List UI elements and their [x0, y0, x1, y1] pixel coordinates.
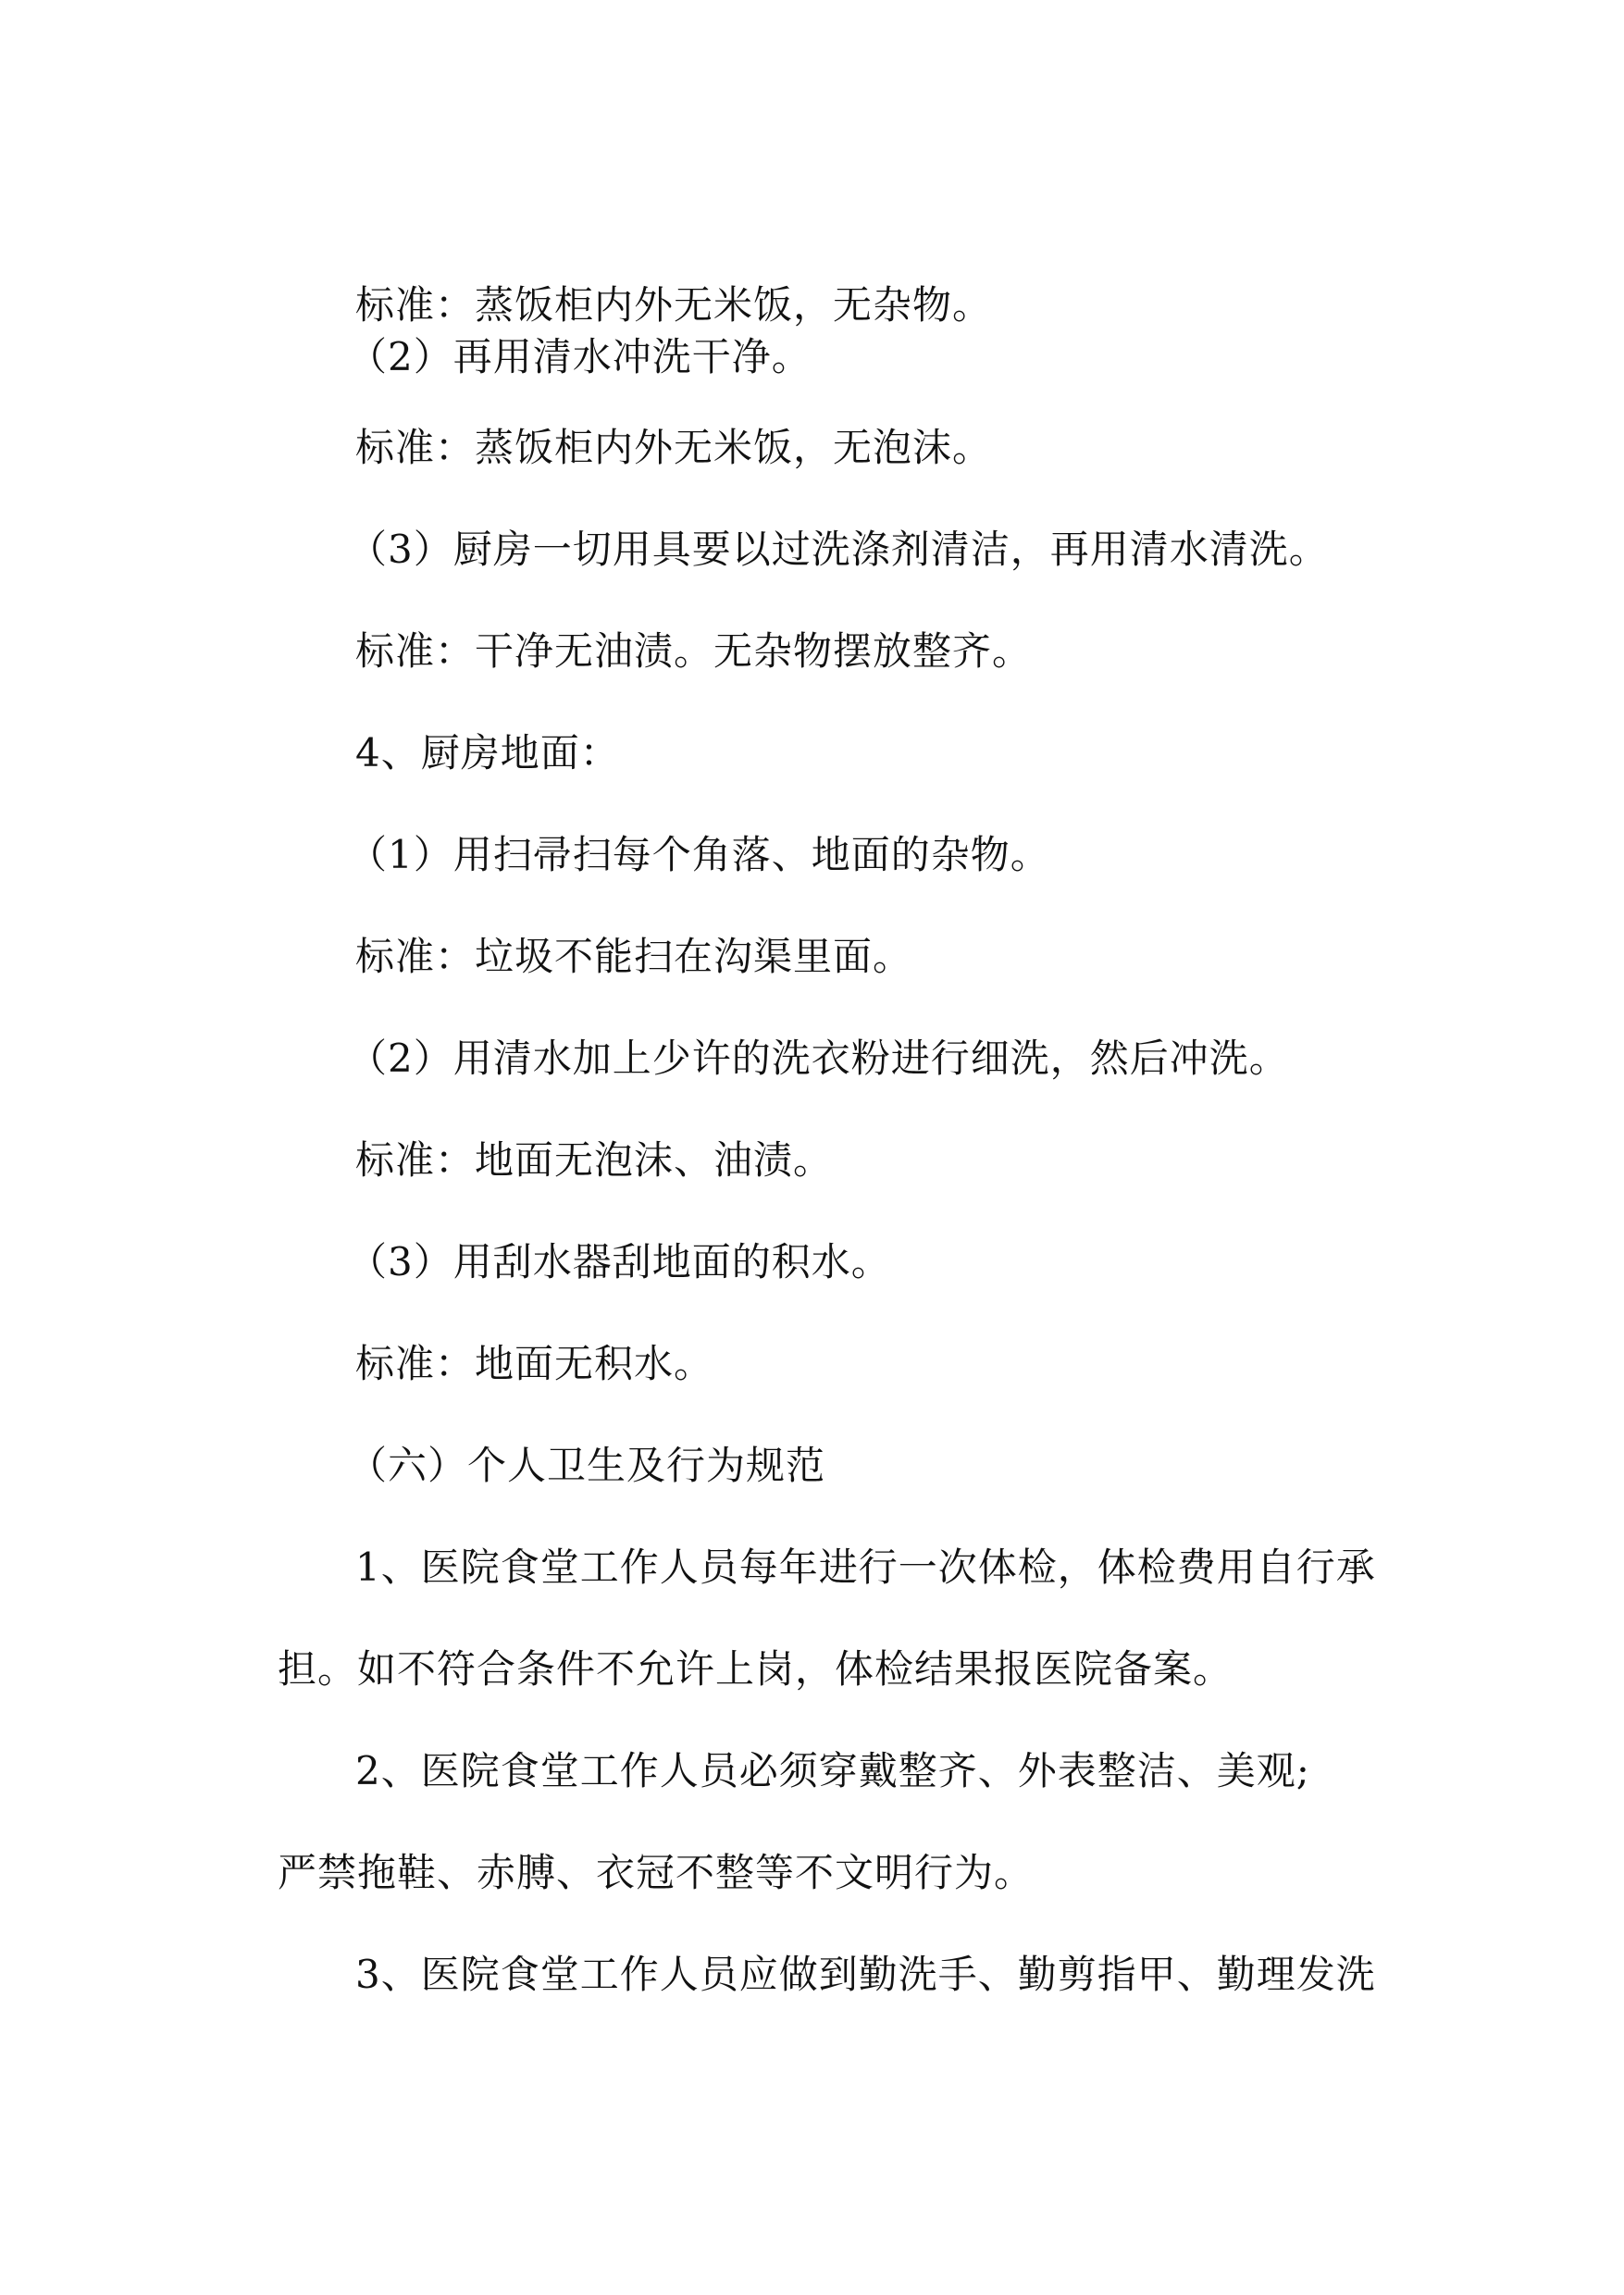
paragraph-line: 2、医院食堂工作人员必须穿戴整齐、外表整洁、美观; [355, 1748, 1310, 1793]
paragraph-line: 担。如不符合条件不允许上岗，体检结果报医院备案。 [278, 1646, 1233, 1692]
step-line: （3）厨房一切用具要以过洗涤剂清洁，再用清水清洗。 [348, 527, 1329, 572]
paragraph-line: 1、医院食堂工作人员每年进行一次体检，体检费用自行承 [355, 1544, 1376, 1590]
step-line: （3）用刮水器刮地面的积水。 [348, 1239, 891, 1284]
standard-line: 标准：蒸饭柜内外无米饭，无杂物。 [355, 282, 993, 328]
section-heading: （六）个人卫生及行为规范 [348, 1443, 826, 1488]
standard-line: 标准：干净无油渍。无杂物摆放整齐。 [355, 628, 1033, 674]
standard-line: 标准：垃圾不能扫在沟渠里面。 [355, 934, 913, 979]
standard-line: 标准：地面无泡沫、油渍。 [355, 1137, 834, 1183]
standard-line: 标准：蒸饭柜内外无米饭，无泡沫。 [355, 425, 993, 470]
paragraph-line: 3、医院食堂工作人员应做到勤洗手、勤剪指甲、勤理发洗 [355, 1952, 1376, 1997]
step-line: （2）用清水加上少许的洗衣粉进行细洗，然后冲洗。 [348, 1036, 1289, 1081]
paragraph-line: 严禁拖鞋、赤膊、衣冠不整等不文明行为。 [278, 1850, 1035, 1895]
step-line: （2）再用清水冲洗干净。 [348, 334, 812, 379]
step-line: （1）用扫帚扫每个角落、地面的杂物。 [348, 832, 1050, 877]
standard-line: 标准：地面无积水。 [355, 1341, 714, 1386]
section-heading: 4、厨房地面： [355, 730, 620, 775]
